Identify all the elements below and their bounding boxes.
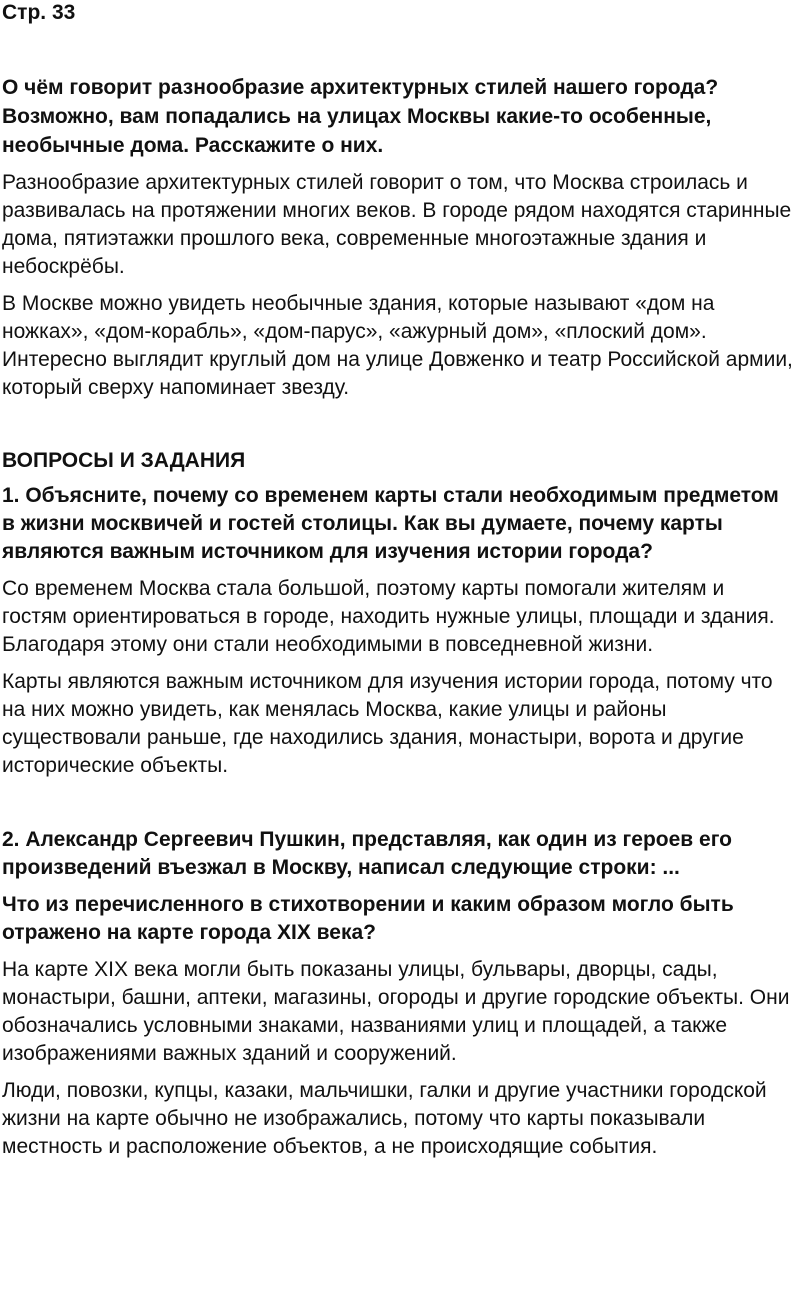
question-2-answer-1: На карте XIX века могли быть показаны улицы, бульвары, дворцы, сады, монастыри, башни, аптеки, магазины, огороды и другие городские объекты. Они обозначались условными знаками, названиями улиц и площадей, а также изображениями важных зданий и сооружений.: [2, 958, 790, 1065]
question-2-answer-2: Люди, повозки, купцы, казаки, мальчишки, галки и другие участники городской жизни на карте обычно не изображались, потому что карты показывали местность и расположение объектов, а не происходящие события.: [2, 1079, 767, 1158]
question-1-title: 1. Объясните, почему со временем карты стали необходимым предметом в жизни москвичей и гостей столицы. Как вы думаете, почему карты являются важным источником для изучения истории города?: [2, 484, 779, 563]
section-heading: ВОПРОСЫ И ЗАДАНИЯ: [2, 449, 246, 472]
question-1-answer-2: Карты являются важным источником для изучения истории города, потому что на них можно увидеть, как менялась Москва, какие улицы и районы существовали раньше, где находились здания, монастыри, ворота и другие исторические объекты.: [2, 670, 773, 777]
page-number: Стр. 33: [2, 1, 76, 24]
intro-paragraph-2: В Москве можно увидеть необычные здания, которые называют «дом на ножках», «дом-корабль», «дом-парус», «ажурный дом», «плоский дом». Интересно выглядит круглый дом на улице Довженко и театр Российской армии, который сверху напоминает звезду.: [2, 292, 793, 399]
question-2-title: 2. Александр Сергеевич Пушкин, представляя, как один из героев его произведений въезжал в Москву, написал следующие строки: ...: [2, 828, 732, 879]
question-2-subquestion: Что из перечисленного в стихотворении и каким образом могло быть отражено на карте города XIX века?: [2, 893, 734, 944]
intro-paragraph-1: Разнообразие архитектурных стилей говорит о том, что Москва строилась и развивалась на протяжении многих веков. В городе рядом находятся старинные дома, пятиэтажки прошлого века, современные многоэтажные здания и небоскрёбы.: [2, 171, 792, 278]
question-1-answer-1: Со временем Москва стала большой, поэтому карты помогали жителям и гостям ориентироваться в городе, находить нужные улицы, площади и здания. Благодаря этому они стали необходимыми в повседневной жизни.: [2, 577, 775, 656]
intro-question: О чём говорит разнообразие архитектурных стилей нашего города? Возможно, вам попадались на улицах Москвы какие-то особенные, необычные дома. Расскажите о них.: [2, 76, 719, 157]
